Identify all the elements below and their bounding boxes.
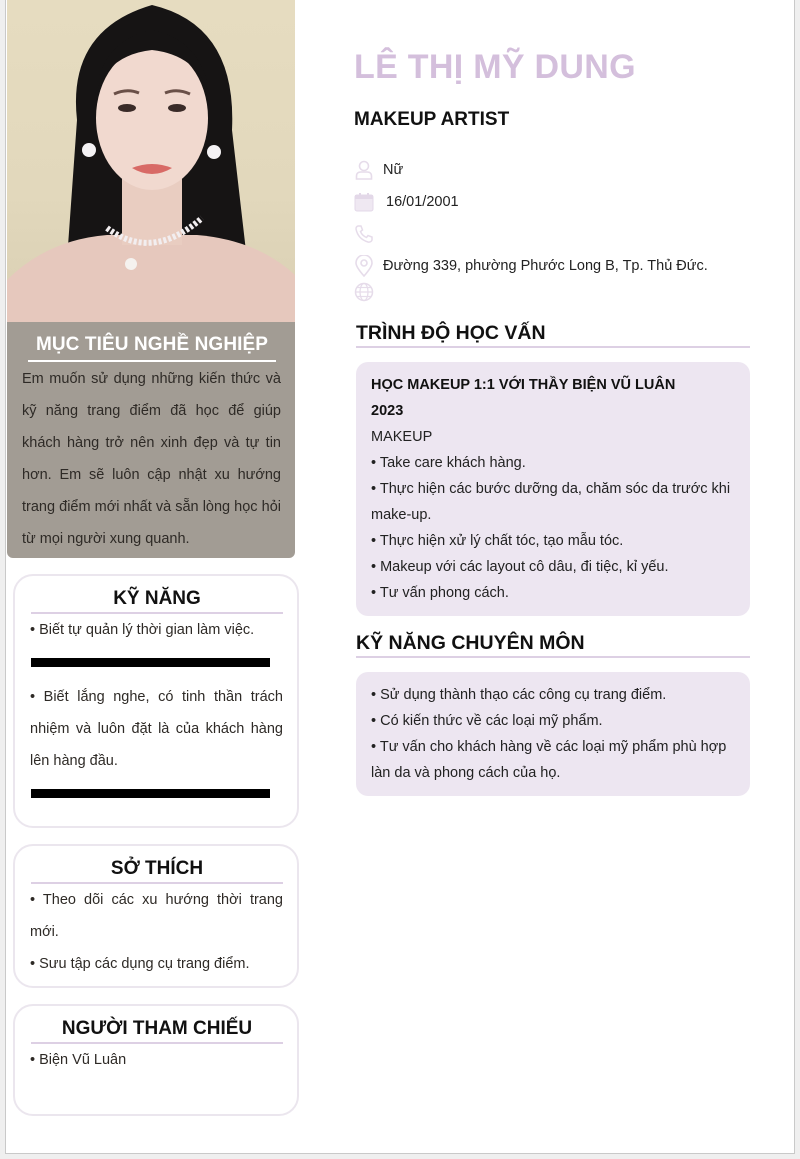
globe-icon xyxy=(353,282,375,302)
contact-address xyxy=(353,250,753,282)
gender-value: Nữ xyxy=(383,162,404,178)
professional-skill-item: • Tư vấn cho khách hàng về các loại mỹ phẩm phù hợp làn da và phong cách của họ. xyxy=(371,739,727,781)
address-value: Đường 339, phường Phước Long B, Tp. Thủ Đức. xyxy=(383,258,708,274)
hobbies-card xyxy=(13,844,299,988)
school-name: HỌC MAKEUP 1:1 VỚI THẦY BIỆN VŨ LUÂN xyxy=(371,377,676,393)
person-icon xyxy=(353,159,375,181)
skill-level-bar xyxy=(31,789,270,798)
contact-info xyxy=(353,154,753,302)
education-item: • Take care khách hàng. xyxy=(371,455,526,471)
candidate-name: LÊ THỊ MỸ DUNG xyxy=(354,48,636,86)
career-objective-section xyxy=(7,322,295,558)
education-item: • Makeup với các layout cô dâu, đi tiệc, kỉ yếu. xyxy=(371,559,669,575)
calendar-icon xyxy=(353,191,375,213)
objective-text: Em muốn sử dụng những kiến thức và kỹ năng trang điểm đã học để giúp khách hàng trở nên xinh đẹp và tự tin hơn. Em sẽ luôn cập nhật xu hướng trang điểm mới nhất và sẵn lòng học hỏi từ mọi người xung quanh. xyxy=(22,371,281,547)
contact-website[interactable] xyxy=(353,282,753,302)
professional-skill-item: • Sử dụng thành thạo các công cụ trang điểm. xyxy=(371,687,667,703)
skills-card xyxy=(13,574,299,828)
objective-heading: MỤC TIÊU NGHỀ NGHIỆP xyxy=(28,334,276,362)
portrait-photo xyxy=(7,0,295,322)
contact-gender xyxy=(353,154,753,186)
hobbies-heading: SỞ THÍCH xyxy=(31,858,283,884)
reference-item: • Biện Vũ Luân xyxy=(30,1052,127,1068)
professional-skills-heading: KỸ NĂNG CHUYÊN MÔN xyxy=(356,632,750,658)
education-major: MAKEUP xyxy=(371,429,433,445)
education-item: • Tư vấn phong cách. xyxy=(371,585,509,601)
professional-skills-box xyxy=(356,672,750,796)
education-year: 2023 xyxy=(371,403,404,419)
contact-birthday xyxy=(353,186,753,218)
hobby-item: • Sưu tập các dụng cụ trang điểm. xyxy=(30,956,250,972)
skill-level-bar xyxy=(31,658,270,667)
professional-skill-item: • Có kiến thức về các loại mỹ phẩm. xyxy=(371,713,603,729)
hobby-item: • Theo dõi các xu hướng thời trang mới. xyxy=(30,892,283,940)
cv-page xyxy=(5,0,795,1154)
birthday-value: 16/01/2001 xyxy=(386,194,459,210)
references-heading: NGƯỜI THAM CHIẾU xyxy=(31,1018,283,1044)
education-box xyxy=(356,362,750,616)
location-pin-icon xyxy=(353,255,375,277)
education-item: • Thực hiện các bước dưỡng da, chăm sóc da trước khi make-up. xyxy=(371,481,731,523)
references-card xyxy=(13,1004,299,1116)
education-heading: TRÌNH ĐỘ HỌC VẤN xyxy=(356,322,750,348)
skill-item: • Biết tự quản lý thời gian làm việc. xyxy=(30,622,255,638)
phone-icon xyxy=(353,223,375,245)
skill-item: • Biết lắng nghe, có tinh thần trách nhiệm và luôn đặt là của khách hàng lên hàng đầu. xyxy=(30,689,283,769)
skills-heading: KỸ NĂNG xyxy=(31,588,283,614)
job-title: MAKEUP ARTIST xyxy=(354,109,510,130)
contact-phone[interactable] xyxy=(353,218,753,250)
education-item: • Thực hiện xử lý chất tóc, tạo mẫu tóc. xyxy=(371,533,624,549)
